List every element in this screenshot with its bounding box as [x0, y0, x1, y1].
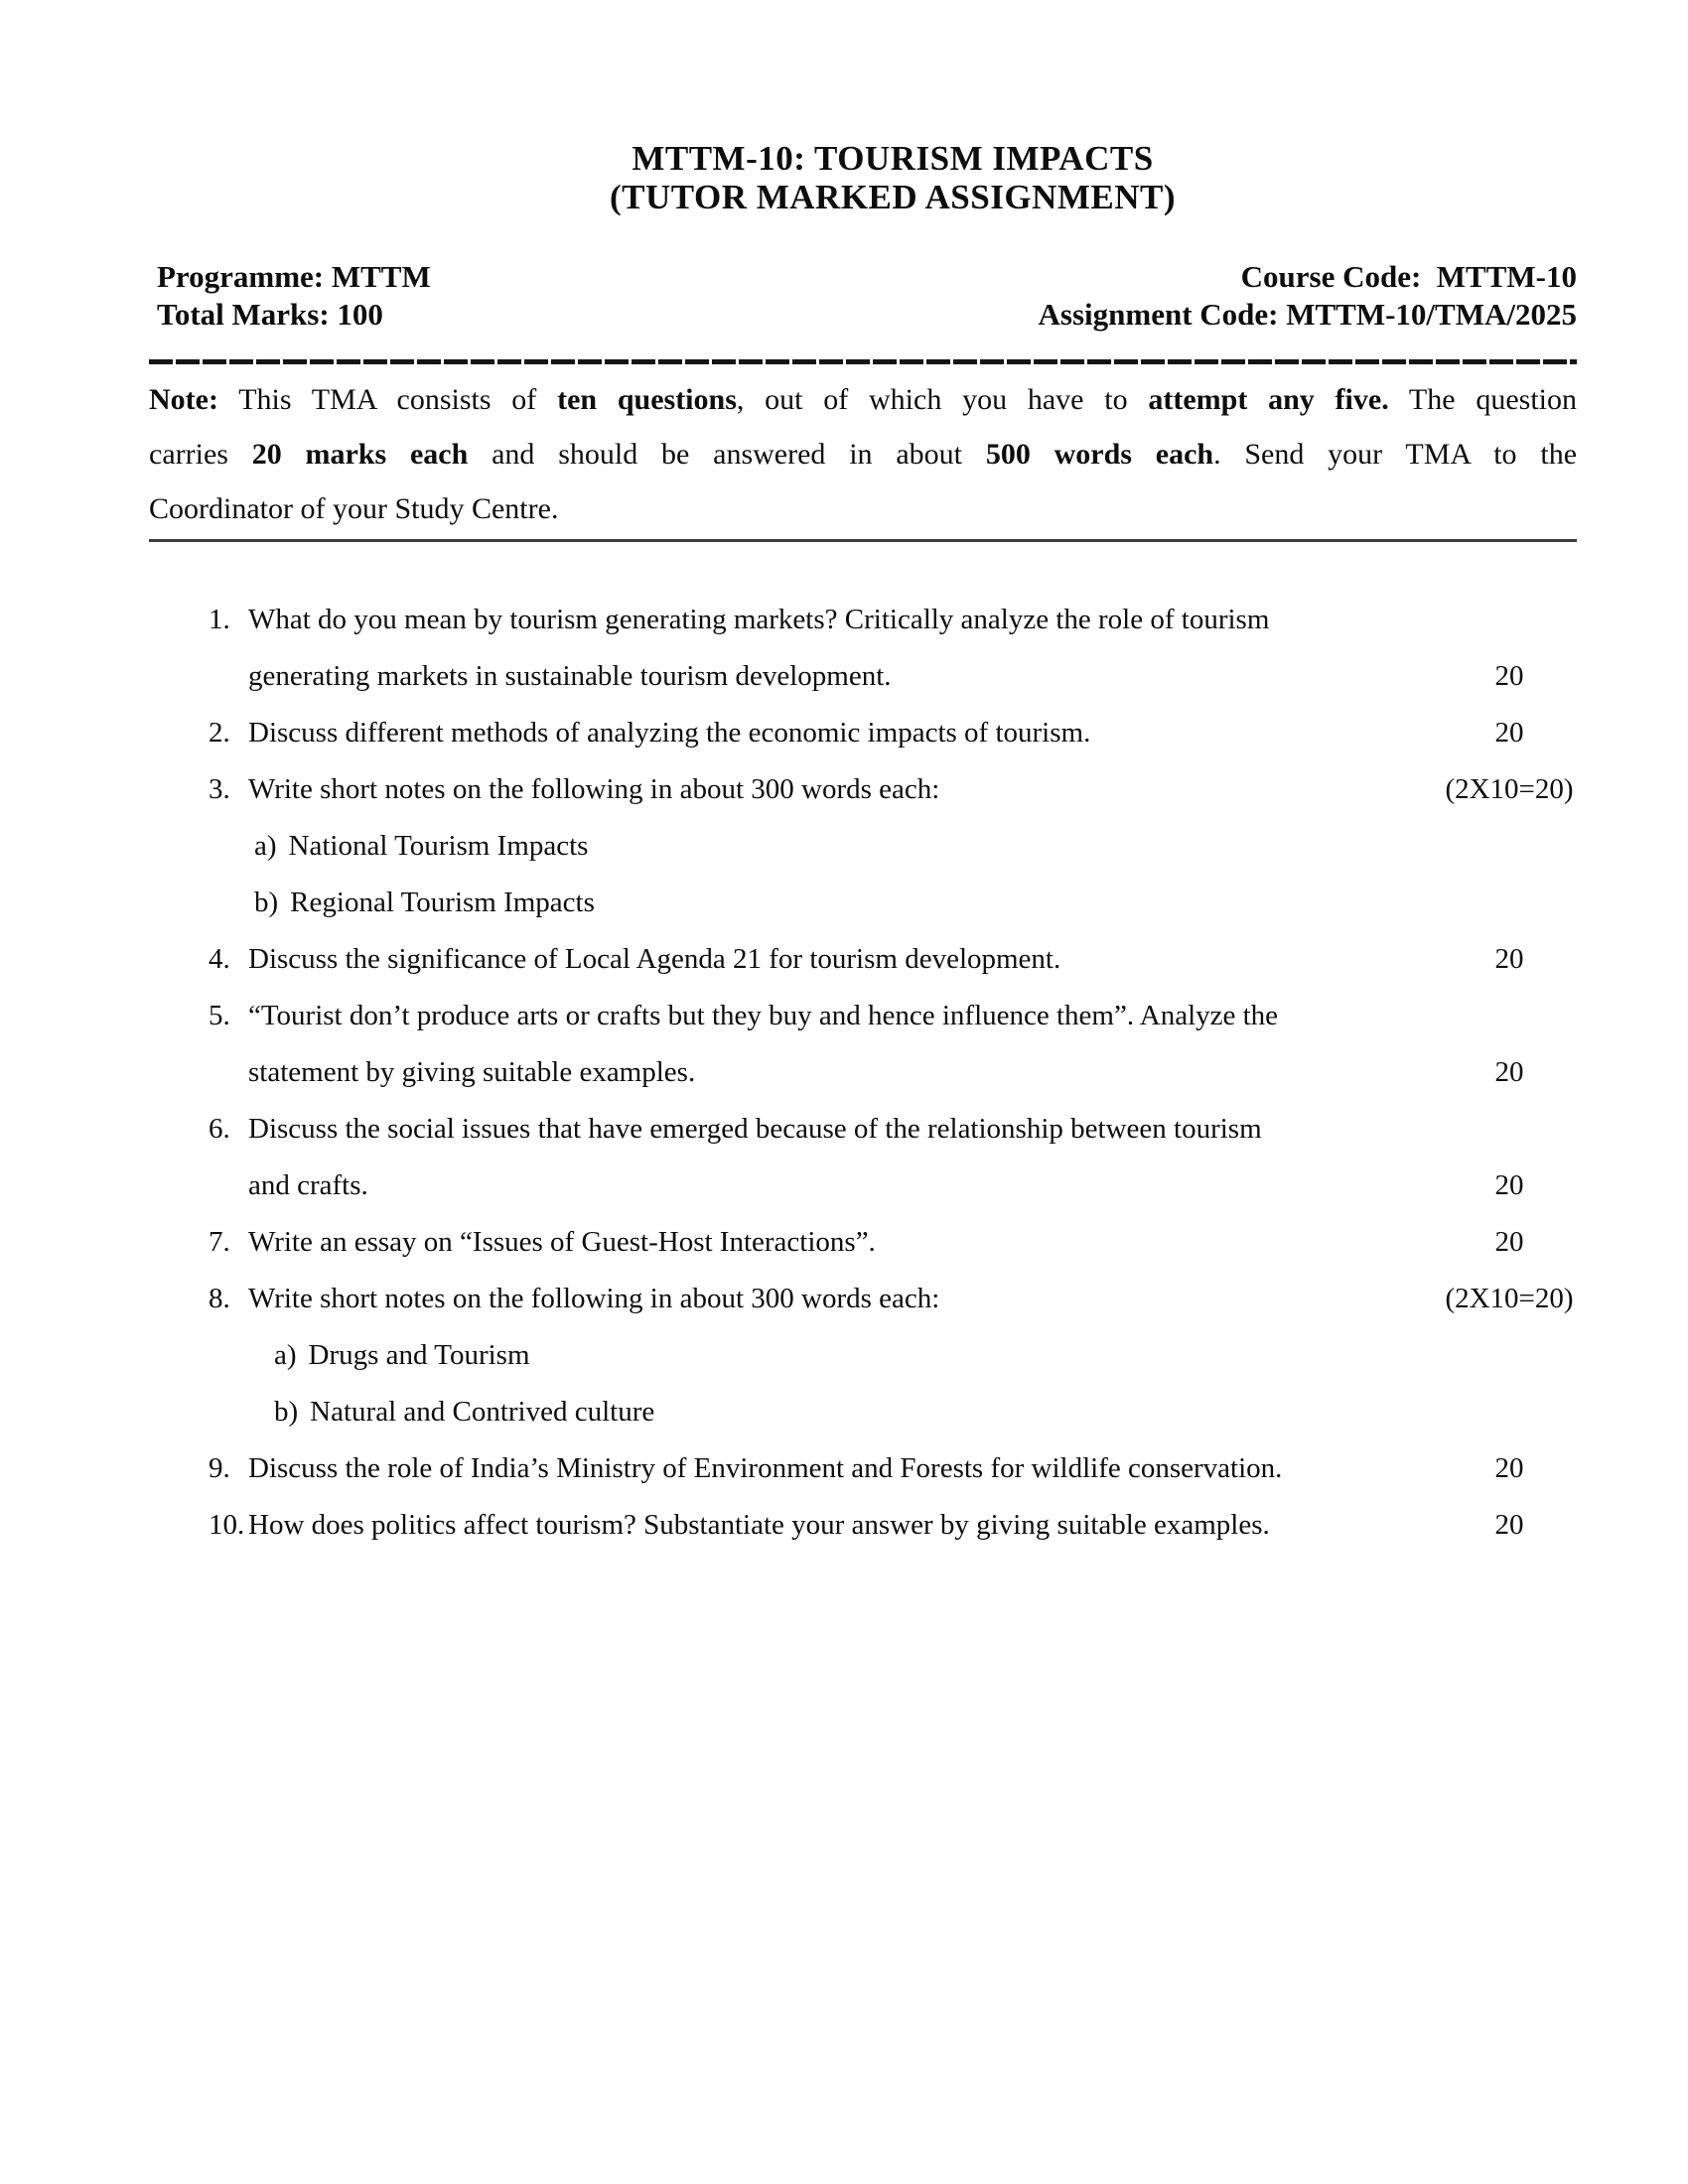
question-item-3 [149, 761, 1584, 818]
question-number: 2. [209, 717, 230, 749]
question-number: 6. [209, 1113, 230, 1145]
question-subitem-3b [254, 875, 1584, 931]
question-line: and crafts. [248, 1169, 368, 1201]
question-text [248, 1497, 1435, 1554]
document-title [149, 0, 1579, 216]
question-item-2 [149, 705, 1584, 761]
question-number: 4. [209, 943, 230, 975]
question-item-1 [149, 592, 1584, 705]
page-title-line2: (TUTOR MARKED ASSIGNMENT) [610, 178, 1176, 216]
question-item-7 [149, 1214, 1584, 1271]
question-item-10 [149, 1497, 1584, 1554]
question-item-9 [149, 1440, 1584, 1497]
note-paragraph [149, 372, 1577, 536]
programme-label: Programme: MTTM [157, 259, 431, 294]
question-text [248, 1440, 1435, 1497]
question-line: Discuss the significance of Local Agenda 21 for tourism development. [248, 943, 1061, 975]
note-line-2: carries 20 marks each and should be answered in about 500 words each. Send your TMA to the [149, 438, 1578, 471]
question-number: 3. [209, 773, 230, 805]
header-meta [149, 258, 1577, 334]
question-marks: 20 [1494, 717, 1524, 749]
question-line: statement by giving suitable examples. [248, 1056, 696, 1088]
course-code-label: Course Code: MTTM-10 [1240, 259, 1577, 294]
question-text [248, 1271, 1435, 1327]
subitem-text: Drugs and Tourism [308, 1339, 530, 1371]
question-text [248, 988, 1435, 1101]
question-marks: 20 [1494, 943, 1524, 975]
question-line: Discuss different methods of analyzing the economic impacts of tourism. [248, 717, 1091, 749]
question-item-8 [149, 1271, 1584, 1327]
question-list [149, 592, 1584, 1554]
question-line: Discuss the role of India’s Ministry of Environment and Forests for wildlife conservation. [248, 1452, 1283, 1484]
question-marks: 20 [1494, 1509, 1524, 1541]
question-marks: 20 [1494, 1056, 1524, 1088]
question-subitem-8b [274, 1384, 1584, 1440]
question-marks: (2X10=20) [1445, 1283, 1574, 1314]
subitem-label: b) [274, 1396, 299, 1428]
question-line: How does politics affect tourism? Substantiate your answer by giving suitable examples. [248, 1509, 1270, 1541]
question-number: 7. [209, 1226, 230, 1258]
note-line-1: Note: This TMA consists of ten questions, out of which you have to attempt any five. The question [149, 383, 1577, 416]
question-line: What do you mean by tourism generating markets? Critically analyze the role of tourism [248, 604, 1270, 635]
total-marks-label: Total Marks: 100 [157, 297, 383, 332]
subitem-text: Regional Tourism Impacts [290, 887, 595, 918]
question-subitem-8a [274, 1327, 1584, 1384]
divider-thick [149, 359, 1577, 364]
question-text [248, 931, 1435, 988]
page-title-line1: MTTM-10: TOURISM IMPACTS [632, 139, 1154, 178]
question-item-4 [149, 931, 1584, 988]
question-text [248, 592, 1435, 705]
question-line: generating markets in sustainable tourism development. [248, 660, 892, 692]
question-item-5 [149, 988, 1584, 1101]
divider-thin [149, 539, 1577, 542]
assignment-code-label: Assignment Code: MTTM-10/TMA/2025 [1038, 297, 1577, 332]
question-number: 10. [209, 1509, 245, 1541]
question-item-6 [149, 1101, 1584, 1214]
question-number: 9. [209, 1452, 230, 1484]
question-line: Discuss the social issues that have emerged because of the relationship between tourism [248, 1113, 1262, 1145]
question-number: 1. [209, 604, 230, 635]
question-subitem-3a [254, 818, 1584, 875]
question-line: Write short notes on the following in about 300 words each: [248, 773, 940, 805]
question-text [248, 761, 1435, 818]
subitem-label: b) [254, 887, 279, 918]
subitem-label: a) [254, 830, 277, 862]
question-marks: 20 [1494, 660, 1524, 692]
question-marks: 20 [1494, 1452, 1524, 1484]
question-marks: (2X10=20) [1445, 773, 1574, 805]
header-row-2 [149, 296, 1577, 334]
question-text [248, 1101, 1435, 1214]
question-marks: 20 [1494, 1169, 1524, 1201]
question-text [248, 705, 1435, 761]
note-line-3: Coordinator of your Study Centre. [149, 492, 559, 525]
question-number: 8. [209, 1283, 230, 1314]
question-text [248, 1214, 1435, 1271]
question-line: Write short notes on the following in about 300 words each: [248, 1283, 940, 1314]
subitem-label: a) [274, 1339, 297, 1371]
question-line: Write an essay on “Issues of Guest-Host Interactions”. [248, 1226, 876, 1258]
header-row-1 [149, 258, 1577, 296]
question-marks: 20 [1494, 1226, 1524, 1258]
subitem-text: National Tourism Impacts [288, 830, 589, 862]
question-number: 5. [209, 1000, 230, 1031]
subitem-text: Natural and Contrived culture [310, 1396, 655, 1428]
question-line: “Tourist don’t produce arts or crafts but they buy and hence influence them”. Analyze the [248, 1000, 1279, 1031]
